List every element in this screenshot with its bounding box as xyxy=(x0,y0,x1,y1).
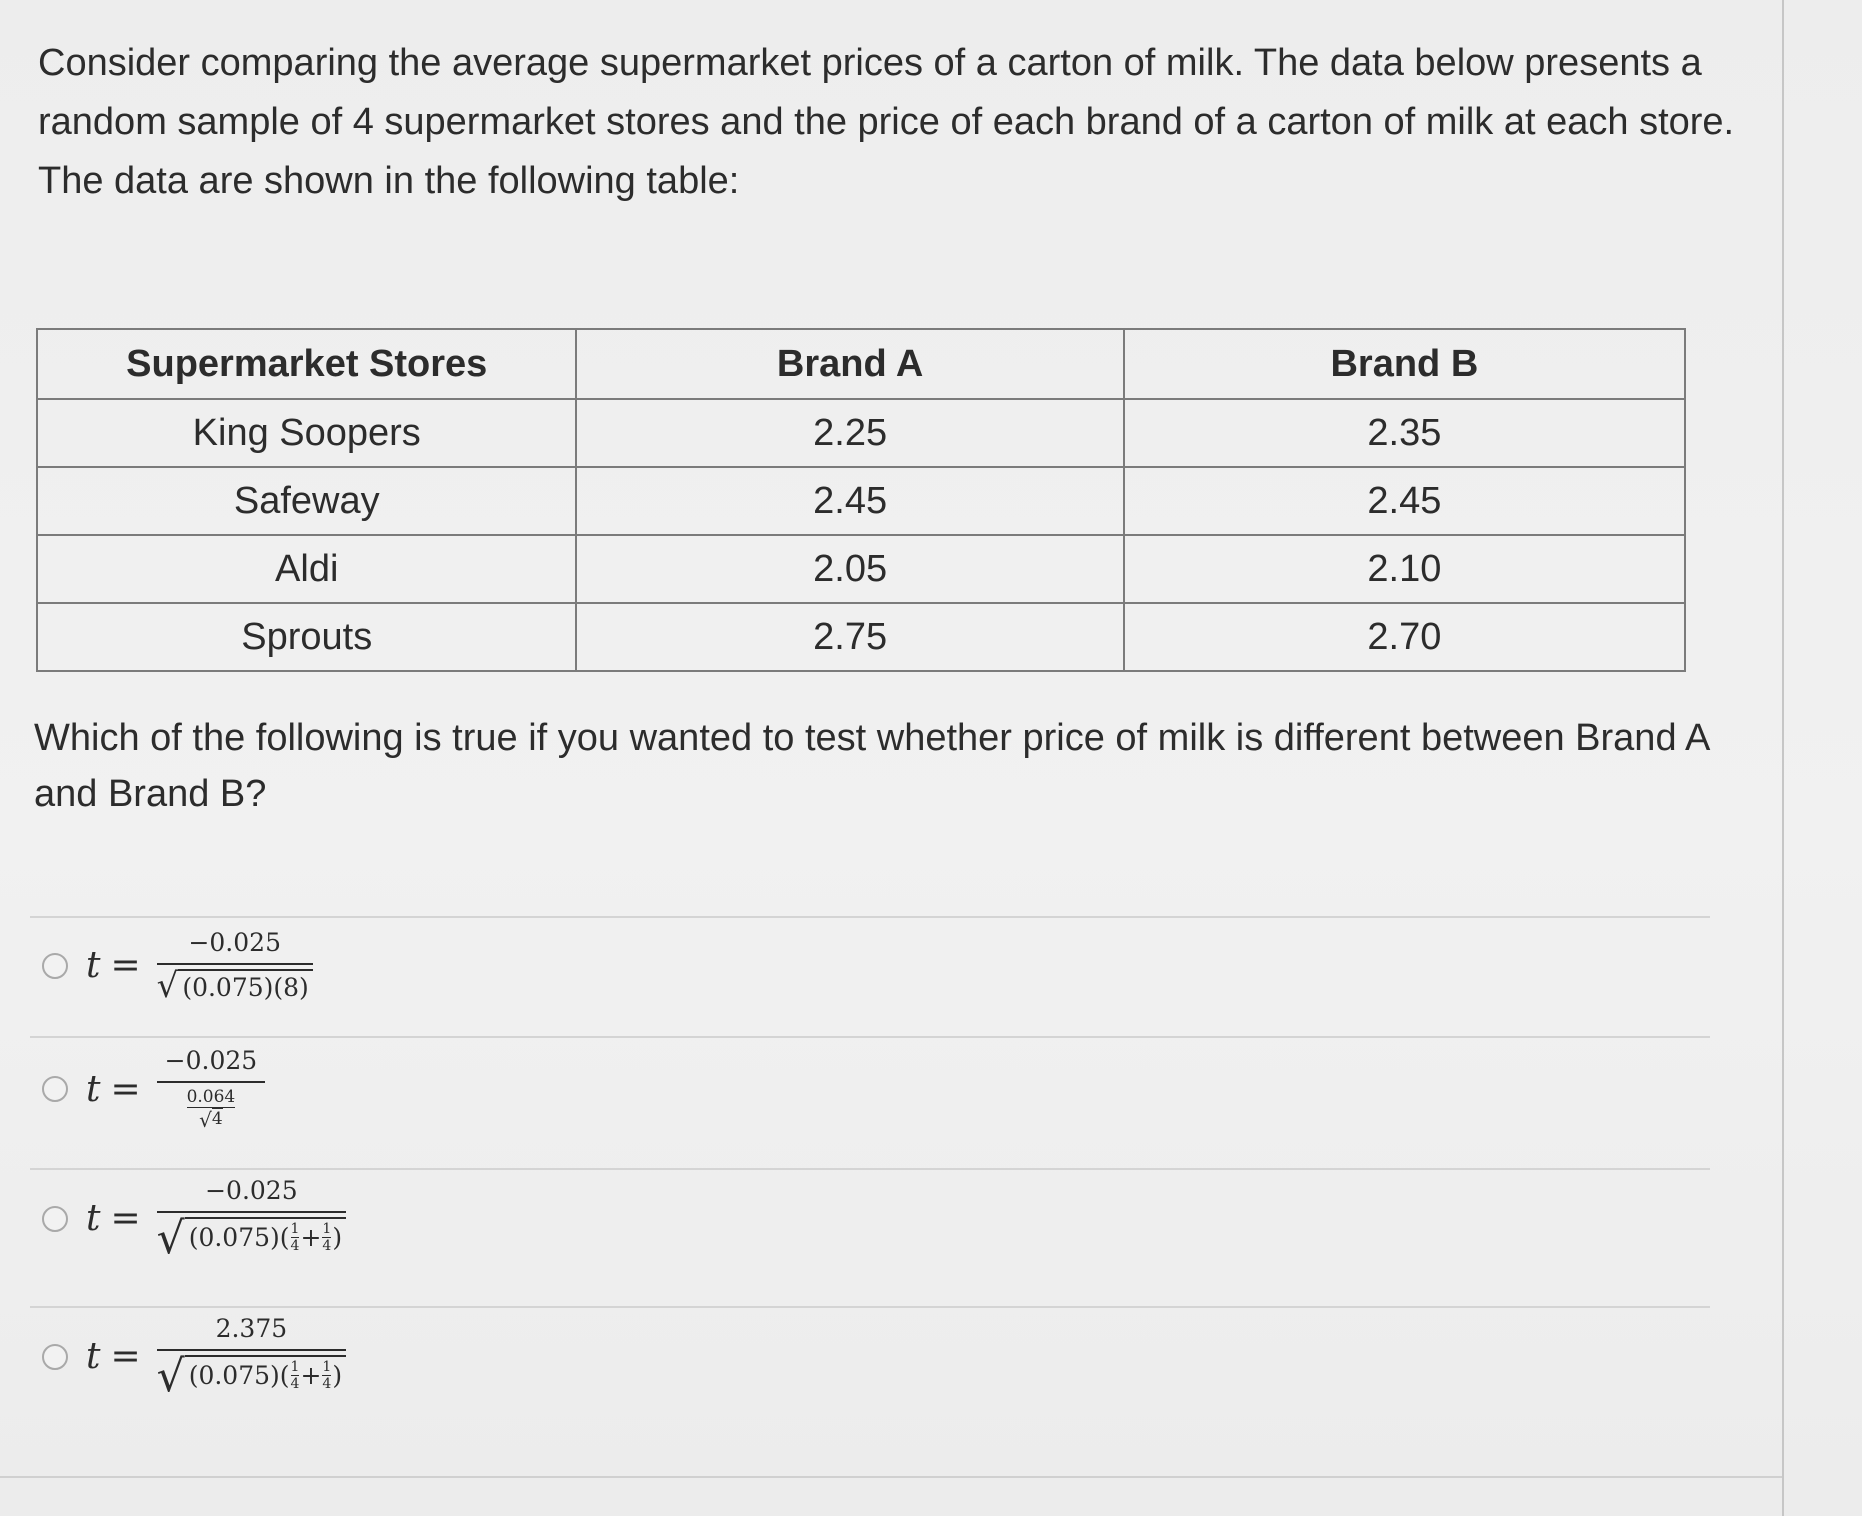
sqrt-icon: √ xyxy=(156,1351,185,1402)
table-row xyxy=(37,467,1685,535)
radio-button[interactable] xyxy=(42,1206,68,1232)
sqrt-icon: √ xyxy=(199,1108,212,1132)
inner-fraction xyxy=(187,1087,236,1132)
brand-a-cell: 2.45 xyxy=(576,467,1123,535)
answer-option-3[interactable] xyxy=(42,1176,346,1264)
formula xyxy=(86,928,313,1006)
store-cell: Aldi xyxy=(37,535,576,603)
equals-sign: = xyxy=(110,1068,141,1110)
fraction xyxy=(156,1176,346,1264)
store-cell: Sprouts xyxy=(37,603,576,671)
denominator xyxy=(156,1213,346,1264)
column-header-brand-b: Brand B xyxy=(1124,329,1685,399)
small-numerator: 1 xyxy=(322,1221,332,1237)
column-header-brand-a: Brand A xyxy=(576,329,1123,399)
equals-sign: = xyxy=(110,945,141,986)
plus-sign: + xyxy=(300,1223,322,1252)
radio-button[interactable] xyxy=(42,1076,68,1102)
sqrt-icon: √ xyxy=(156,966,179,1006)
numerator: −0.025 xyxy=(164,1046,258,1075)
small-denominator: 4 xyxy=(322,1238,332,1254)
t-variable: t xyxy=(86,1336,101,1377)
radicand-suffix: ) xyxy=(332,1361,343,1390)
fraction xyxy=(156,928,313,1006)
option-divider xyxy=(30,1306,1710,1308)
table-header-row xyxy=(37,329,1685,399)
plus-sign: + xyxy=(300,1361,322,1390)
inner-numerator: 0.064 xyxy=(186,1087,236,1107)
small-fraction xyxy=(322,1359,331,1392)
formula xyxy=(86,1314,346,1402)
table-row xyxy=(37,535,1685,603)
brand-b-cell: 2.10 xyxy=(1124,535,1685,603)
t-variable: t xyxy=(86,945,101,986)
radicand: (0.075)(8) xyxy=(178,969,313,1002)
table-row xyxy=(37,399,1685,467)
small-fraction xyxy=(322,1221,331,1254)
store-cell: Safeway xyxy=(37,467,576,535)
small-numerator: 1 xyxy=(290,1359,300,1375)
brand-a-cell: 2.75 xyxy=(576,603,1123,671)
radicand-prefix: (0.075)( xyxy=(188,1223,290,1252)
fraction xyxy=(157,1046,266,1132)
option-divider xyxy=(30,916,1710,918)
inner-denominator xyxy=(199,1108,223,1132)
numerator: −0.025 xyxy=(188,928,281,957)
answer-option-4[interactable] xyxy=(42,1314,346,1402)
small-denominator: 4 xyxy=(322,1376,332,1392)
radicand-suffix: ) xyxy=(332,1223,343,1252)
numerator: 2.375 xyxy=(215,1314,288,1343)
small-numerator: 1 xyxy=(290,1221,300,1237)
brand-b-cell: 2.70 xyxy=(1124,603,1685,671)
card-right-border xyxy=(1782,0,1784,1516)
numerator: −0.025 xyxy=(205,1176,298,1205)
denominator xyxy=(156,1351,346,1402)
equals-sign: = xyxy=(110,1336,141,1377)
brand-b-cell: 2.35 xyxy=(1124,399,1685,467)
small-denominator: 4 xyxy=(290,1238,300,1254)
small-denominator: 4 xyxy=(290,1376,300,1392)
brand-b-cell: 2.45 xyxy=(1124,467,1685,535)
denominator xyxy=(156,965,313,1006)
radicand: 4 xyxy=(211,1109,223,1129)
radicand xyxy=(185,1355,346,1392)
t-variable: t xyxy=(86,1068,101,1110)
radio-button[interactable] xyxy=(42,953,68,979)
column-header-stores: Supermarket Stores xyxy=(37,329,576,399)
milk-price-table xyxy=(36,328,1686,672)
radicand-prefix: (0.075)( xyxy=(188,1361,290,1390)
radio-button[interactable] xyxy=(42,1344,68,1370)
small-fraction xyxy=(291,1359,300,1392)
question-intro: Consider comparing the average supermarket prices of a carton of milk. The data below presents a random sample of 4 supermarket stores and the price of each brand of a carton of milk at each store. The data are shown in the following table: xyxy=(38,42,1735,202)
table-row xyxy=(37,603,1685,671)
answer-option-2[interactable] xyxy=(42,1046,265,1132)
formula xyxy=(86,1176,346,1264)
fraction xyxy=(156,1314,346,1402)
t-variable: t xyxy=(86,1198,101,1239)
small-fraction xyxy=(291,1221,300,1254)
store-cell: King Soopers xyxy=(37,399,576,467)
answer-option-1[interactable] xyxy=(42,928,313,1006)
radicand xyxy=(185,1217,346,1254)
equals-sign: = xyxy=(110,1198,141,1239)
brand-a-cell: 2.05 xyxy=(576,535,1123,603)
brand-a-cell: 2.25 xyxy=(576,399,1123,467)
card-bottom-border xyxy=(0,1476,1782,1478)
option-divider xyxy=(30,1036,1710,1038)
question-prompt: Which of the following is true if you wanted to test whether price of milk is different between Brand A and Brand B? xyxy=(34,717,1709,815)
option-divider xyxy=(30,1168,1710,1170)
formula xyxy=(86,1046,265,1132)
denominator xyxy=(187,1083,236,1132)
small-numerator: 1 xyxy=(322,1359,332,1375)
sqrt-icon: √ xyxy=(156,1213,185,1264)
